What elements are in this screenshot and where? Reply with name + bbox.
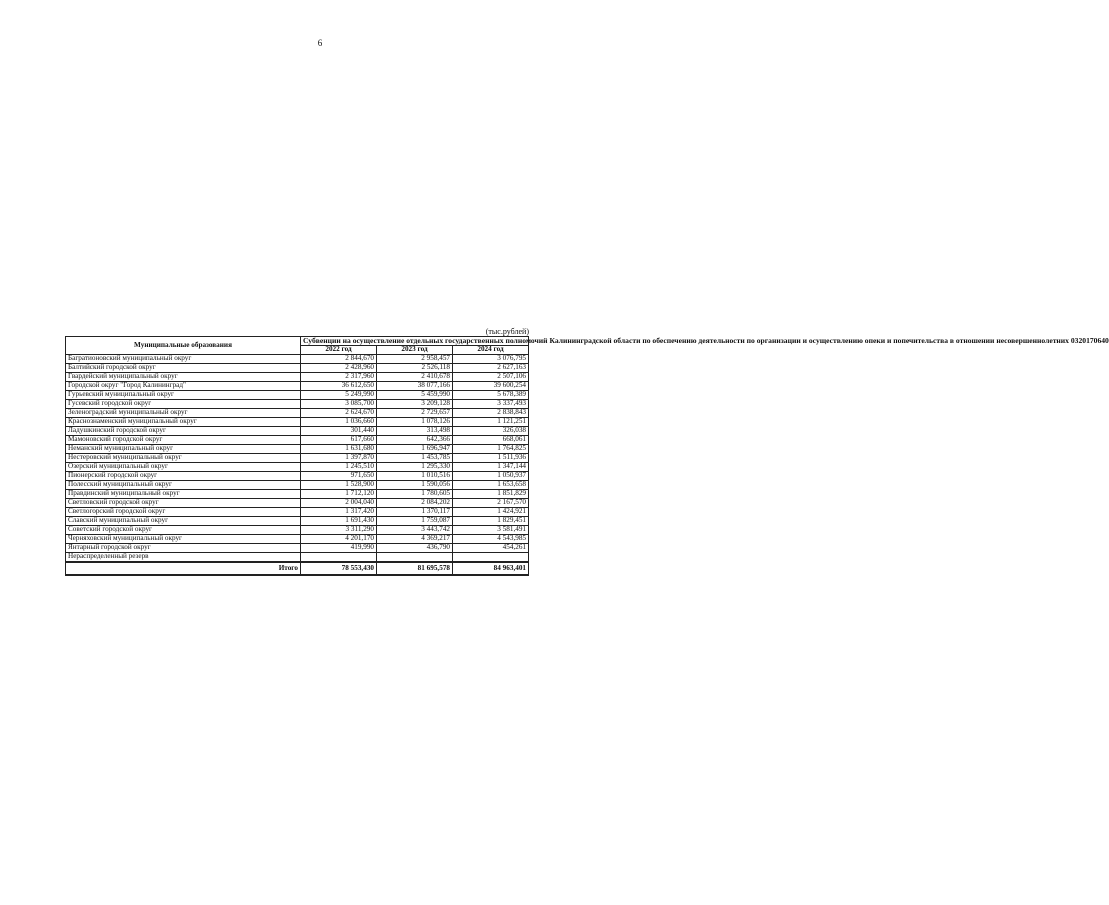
municipality-name: Славский муниципальный округ: [66, 517, 301, 526]
value-2022: 3 085,700: [301, 400, 377, 409]
total-row: [66, 562, 529, 575]
value-2022: 2 624,670: [301, 409, 377, 418]
column-header-subvention: Субвенции на осуществление отдельных государственных полномочий Калининградской области по обеспечению деятельности по организации и осуществлению опеки и попечительства в отношении несовершеннолетних 0320170640: [301, 337, 529, 346]
value-2024: 1 050,937: [453, 472, 529, 481]
value-2023: 1 759,087: [377, 517, 453, 526]
value-2024: 454,261: [453, 544, 529, 553]
year-header-2023: 2023 год: [377, 346, 453, 355]
year-header-2024: 2024 год: [453, 346, 529, 355]
value-2022: 971,650: [301, 472, 377, 481]
municipality-name: Светлогорский городской округ: [66, 508, 301, 517]
municipality-name: Ладушкинский городской округ: [66, 427, 301, 436]
municipality-name: Нераспределенный резерв: [66, 553, 301, 563]
value-2024: 1 829,451: [453, 517, 529, 526]
value-2023: 4 369,217: [377, 535, 453, 544]
value-2023: 1 780,605: [377, 490, 453, 499]
value-2023: 38 077,166: [377, 382, 453, 391]
value-2023: 5 459,990: [377, 391, 453, 400]
value-2023: 2 729,657: [377, 409, 453, 418]
value-2022: 1 397,870: [301, 454, 377, 463]
value-2024: 1 121,251: [453, 418, 529, 427]
total-2023: 81 695,578: [377, 562, 453, 575]
municipality-name: Гвардейский муниципальный округ: [66, 373, 301, 382]
municipality-name: Балтийский городской округ: [66, 364, 301, 373]
value-2023: 1 696,947: [377, 445, 453, 454]
value-2023: 1 453,785: [377, 454, 453, 463]
value-2024: 1 424,921: [453, 508, 529, 517]
value-2023: 642,366: [377, 436, 453, 445]
value-2022: 1 036,660: [301, 418, 377, 427]
value-2022: 419,990: [301, 544, 377, 553]
value-2024: [453, 553, 529, 563]
table-body: [66, 355, 529, 563]
value-2024: 39 600,254: [453, 382, 529, 391]
value-2022: 3 311,290: [301, 526, 377, 535]
municipality-name: Гусевский городской округ: [66, 400, 301, 409]
table-row: [66, 553, 529, 563]
value-2024: 2 838,843: [453, 409, 529, 418]
value-2024: 326,038: [453, 427, 529, 436]
page-number: 6: [317, 38, 323, 48]
municipality-name: Зеленоградский муниципальный округ: [66, 409, 301, 418]
value-2024: 1 764,825: [453, 445, 529, 454]
column-header-municipality: Муниципальные образования: [66, 337, 301, 355]
municipality-name: Светловский городской округ: [66, 499, 301, 508]
value-2022: 1 528,900: [301, 481, 377, 490]
municipality-name: Правдинский муниципальный округ: [66, 490, 301, 499]
value-2023: 3 443,742: [377, 526, 453, 535]
value-2022: 1 317,420: [301, 508, 377, 517]
value-2022: 5 249,990: [301, 391, 377, 400]
value-2023: 2 084,202: [377, 499, 453, 508]
value-2023: [377, 553, 453, 563]
value-2024: 668,061: [453, 436, 529, 445]
municipality-name: Янтарный городской округ: [66, 544, 301, 553]
municipality-name: Полесский муниципальный округ: [66, 481, 301, 490]
value-2022: 2 317,960: [301, 373, 377, 382]
municipality-name: Черняховский муниципальный округ: [66, 535, 301, 544]
value-2023: 1 295,330: [377, 463, 453, 472]
municipality-name: Городской округ "Город Калининград": [66, 382, 301, 391]
value-2023: 2 410,678: [377, 373, 453, 382]
value-2024: 2 507,106: [453, 373, 529, 382]
municipality-name: Гурьевский муниципальный округ: [66, 391, 301, 400]
value-2023: 2 958,457: [377, 355, 453, 364]
value-2023: 1 370,117: [377, 508, 453, 517]
value-2024: 3 076,795: [453, 355, 529, 364]
value-2022: 1 631,680: [301, 445, 377, 454]
municipality-name: Нестеровский муниципальный округ: [66, 454, 301, 463]
value-2023: 3 209,128: [377, 400, 453, 409]
year-header-2022: 2022 год: [301, 346, 377, 355]
municipality-name: Неманский муниципальный округ: [66, 445, 301, 454]
value-2022: [301, 553, 377, 563]
value-2024: 3 581,491: [453, 526, 529, 535]
municipality-name: Пионерский городской округ: [66, 472, 301, 481]
value-2022: 301,440: [301, 427, 377, 436]
value-2024: 1 511,936: [453, 454, 529, 463]
value-2024: 1 347,144: [453, 463, 529, 472]
value-2022: 1 245,510: [301, 463, 377, 472]
municipality-name: Мамоновский городской округ: [66, 436, 301, 445]
subvention-table: [65, 336, 1109, 576]
value-2022: 2 428,960: [301, 364, 377, 373]
municipality-name: Краснознаменский муниципальный округ: [66, 418, 301, 427]
value-2022: 2 844,670: [301, 355, 377, 364]
value-2023: 1 010,516: [377, 472, 453, 481]
value-2024: 2 627,163: [453, 364, 529, 373]
total-2024: 84 963,401: [453, 562, 529, 575]
value-2023: 1 078,126: [377, 418, 453, 427]
value-2022: 4 201,170: [301, 535, 377, 544]
value-2023: 1 590,056: [377, 481, 453, 490]
units-label: (тыс.рублей): [485, 327, 529, 336]
total-label: Итого: [66, 562, 301, 575]
value-2023: 2 526,118: [377, 364, 453, 373]
value-2022: 36 612,650: [301, 382, 377, 391]
municipality-name: Озерский муниципальный округ: [66, 463, 301, 472]
value-2022: 617,660: [301, 436, 377, 445]
municipality-name: Багратионовский муниципальный округ: [66, 355, 301, 364]
value-2024: 1 653,658: [453, 481, 529, 490]
value-2024: 3 337,493: [453, 400, 529, 409]
value-2024: 4 543,985: [453, 535, 529, 544]
value-2024: 5 678,389: [453, 391, 529, 400]
total-2022: 78 553,430: [301, 562, 377, 575]
municipality-name: Советский городской округ: [66, 526, 301, 535]
value-2024: 2 167,570: [453, 499, 529, 508]
value-2023: 436,790: [377, 544, 453, 553]
value-2024: 1 851,829: [453, 490, 529, 499]
value-2023: 313,498: [377, 427, 453, 436]
value-2022: 2 004,040: [301, 499, 377, 508]
value-2022: 1 712,120: [301, 490, 377, 499]
value-2022: 1 691,430: [301, 517, 377, 526]
